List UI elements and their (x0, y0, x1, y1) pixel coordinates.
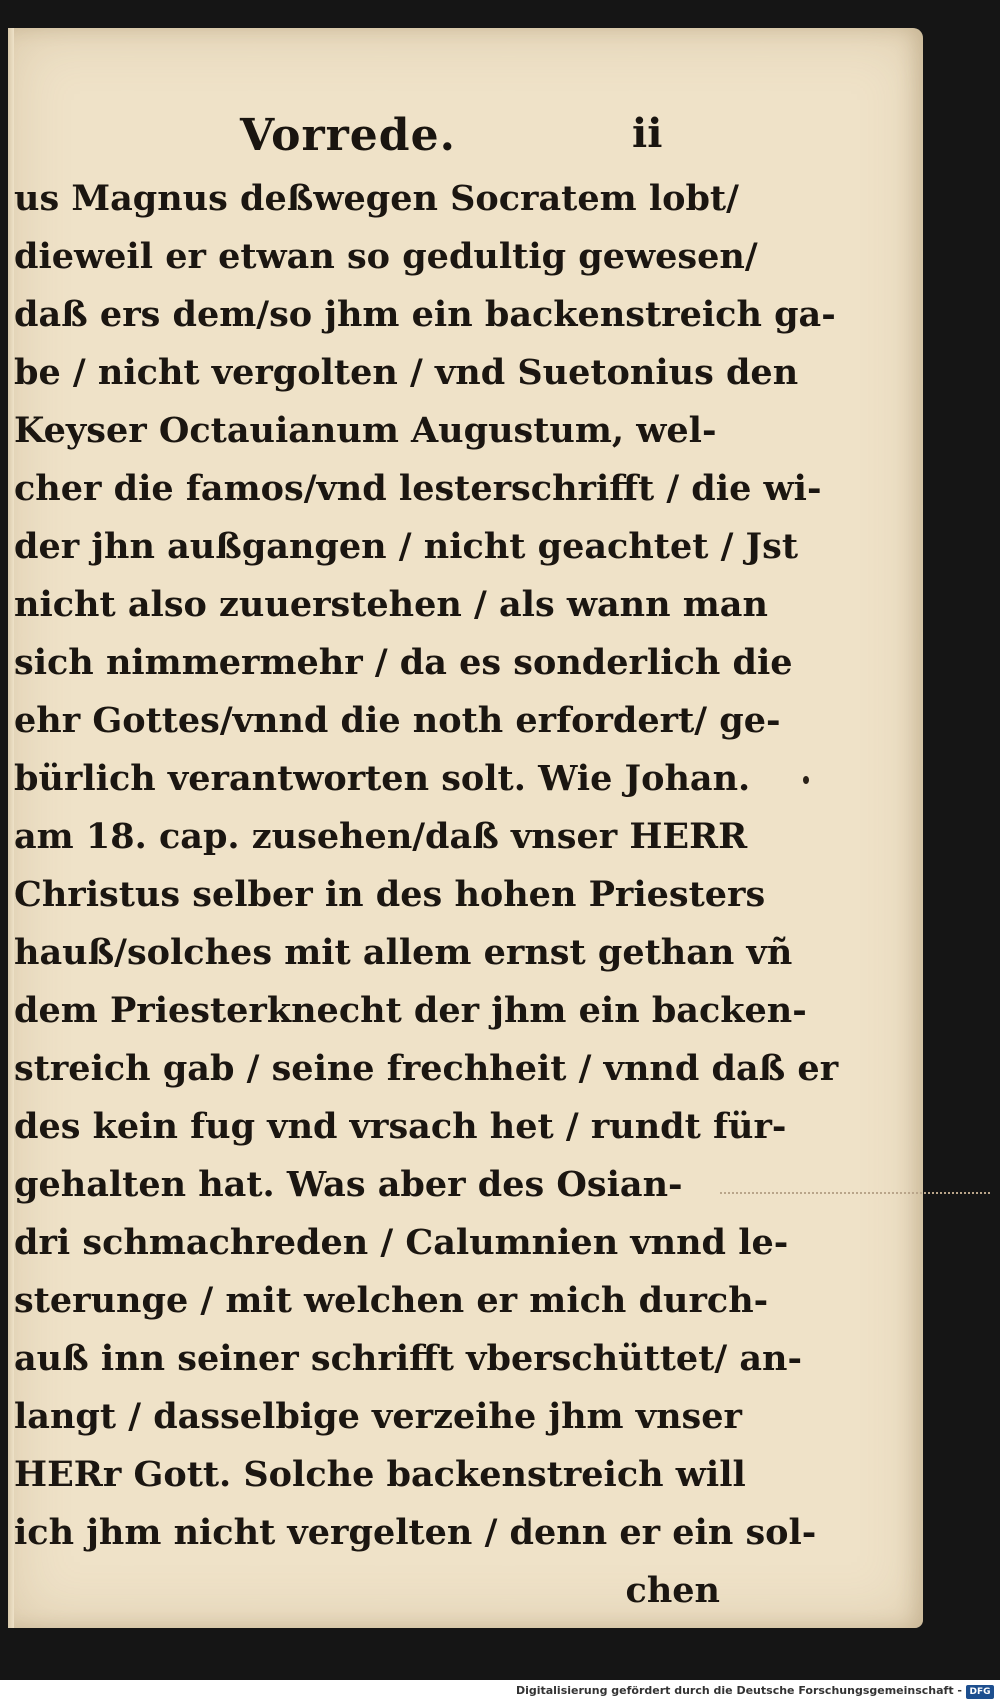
text-line: am 18. cap. zusehen/daß vnser HERR (14, 816, 748, 857)
ink-spot (803, 776, 809, 784)
text-line: dem Priesterknecht der jhm ein backen- (14, 990, 807, 1031)
text-line: HERr Gott. Solche backenstreich will (14, 1454, 746, 1495)
running-head (0, 110, 1000, 170)
text-line: hauß/solches mit allem ernst gethan vñ (14, 932, 793, 973)
running-head-title: Vorrede. (240, 110, 456, 161)
body-text (14, 170, 839, 1620)
text-line: us Magnus deßwegen Socratem lobt/ (14, 178, 739, 219)
text-line: dieweil er etwan so gedultig gewesen/ (14, 236, 758, 277)
text-line: dri schmachreden / Calumnien vnnd le- (14, 1222, 789, 1263)
text-line: Keyser Octauianum Augustum, wel- (14, 410, 717, 451)
dfg-logo-badge: DFG (966, 1685, 994, 1699)
text-line: ehr Gottes/vnnd die noth erfordert/ ge- (14, 700, 781, 741)
text-line: daß ers dem/so jhm ein backenstreich ga- (14, 294, 836, 335)
digitization-footer (0, 1680, 1000, 1704)
text-line: sterunge / mit welchen er mich durch- (14, 1280, 769, 1321)
text-line: Christus selber in des hohen Priesters (14, 874, 766, 915)
footer-credit: Digitalisierung gefördert durch die Deutsche Forschungsgemeinschaft - (515, 1684, 962, 1697)
text-line: des kein fug vnd vrsach het / rundt für- (14, 1106, 787, 1147)
text-line: be / nicht vergolten / vnd Suetonius den (14, 352, 799, 393)
text-line: ich jhm nicht vergelten / denn er ein sol- (14, 1512, 817, 1553)
folio-number: ii (632, 110, 663, 157)
text-line: bürlich verantworten solt. Wie Johan. (14, 758, 751, 799)
catchword: chen (625, 1570, 720, 1611)
text-line: cher die famos/vnd lesterschrifft / die wi- (14, 468, 822, 509)
text-line: streich gab / seine frechheit / vnnd daß er (14, 1048, 839, 1089)
dotted-rule (720, 1192, 990, 1194)
text-line: nicht also zuuerstehen / als wann man (14, 584, 768, 625)
text-line: gehalten hat. Was aber des Osian- (14, 1164, 683, 1205)
text-line: sich nimmermehr / da es sonderlich die (14, 642, 793, 683)
text-line: auß inn seiner schrifft vberschüttet/ an- (14, 1338, 802, 1379)
text-line: der jhn außgangen / nicht geachtet / Jst (14, 526, 798, 567)
text-line: langt / dasselbige verzeihe jhm vnser (14, 1396, 742, 1437)
